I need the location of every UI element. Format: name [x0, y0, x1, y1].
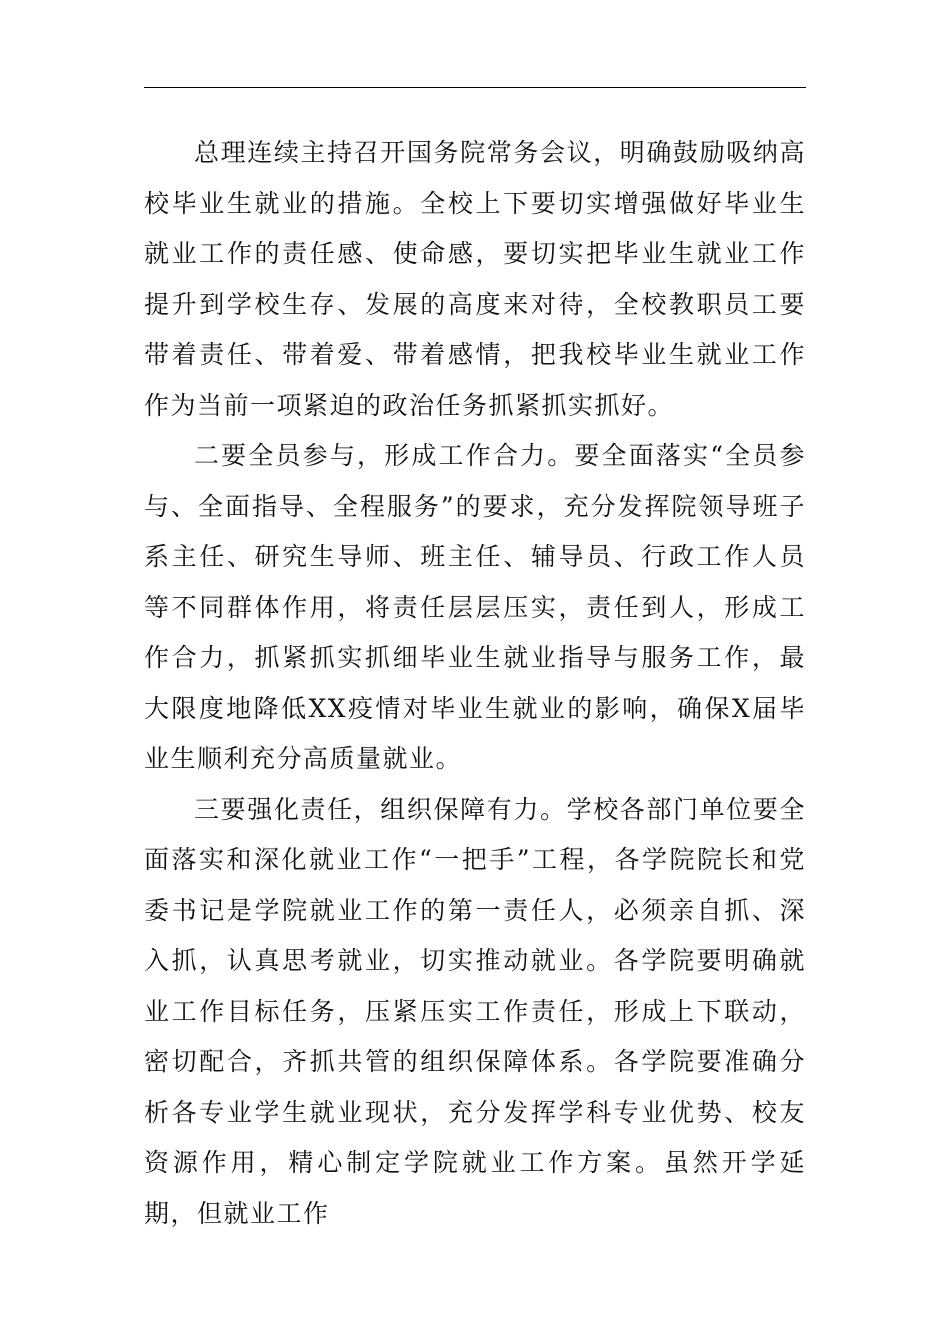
- paragraph-3: 三要强化责任，组织保障有力。学校各部门单位要全面落实和深化就业工作“一把手”工程，各学院院长和党委书记是学院就业工作的第一责任人，必须亲自抓、深入抓，认真思考就业，切实推动就业。各学院要明确就业工作目标任务，压紧压实工作责任，形成上下联动，密切配合，齐抓共管的组织保障体系。各学院要准确分析各专业学生就业现状，充分发挥学科专业优势、校友资源作用，精心制定学院就业工作方案。虽然开学延期，但就业工作: [144, 794, 806, 1228]
- header-rule: [144, 87, 806, 88]
- paragraph-1: 总理连续主持召开国务院常务会议，明确鼓励吸纳高校毕业生就业的措施。全校上下要切实增强做好毕业生就业工作的责任感、使命感，要切实把毕业生就业工作提升到学校生存、发展的高度来对待，全校教职员工要带着责任、带着爱、带着感情，把我校毕业生就业工作作为当前一项紧迫的政治任务抓紧抓实抓好。: [144, 138, 806, 420]
- document-body: [144, 128, 806, 1239]
- paragraph-2: 二要全员参与，形成工作合力。要全面落实“全员参与、全面指导、全程服务”的要求，充分发挥院领导班子系主任、研究生导师、班主任、辅导员、行政工作人员等不同群体作用，将责任层层压实，责任到人，形成工作合力，抓紧抓实抓细毕业生就业指导与服务工作，最大限度地降低XX疫情对毕业生就业的影响，确保X届毕业生顺利充分高质量就业。: [144, 441, 806, 773]
